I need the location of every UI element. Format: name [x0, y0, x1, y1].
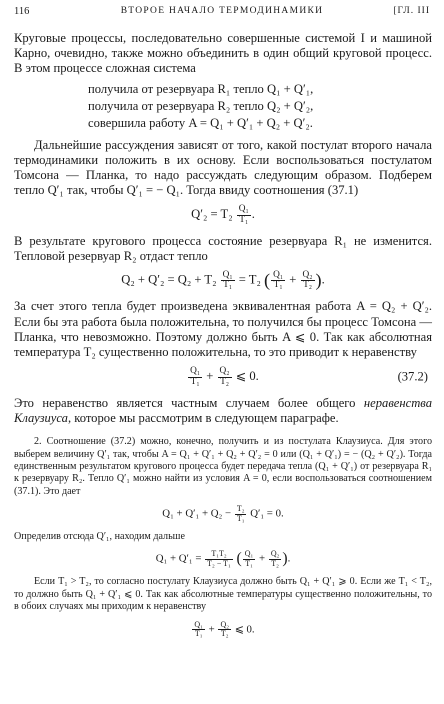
- p5-italic-term: неравенства Клаузиуса: [14, 395, 432, 425]
- eq4-numerator: T₂: [236, 504, 245, 514]
- p5-text-after: , которое мы рассмотрим в следующем параграфе.: [67, 410, 339, 425]
- eq2-open-paren: (: [264, 270, 271, 291]
- result-list: [88, 81, 432, 132]
- paragraph-6: 2. Соотношение (37.2) можно, конечно, получить и из постулата Клаузиуса. Для этого выберем величину Q′₁ так, чтобы A = Q₁ + Q′₁ + Q₂ + Q′₂ = 0 или (Q₁ + Q′₁) = − (Q₂ + Q′₂). Тогда единственным результатом кругового процесса будет передача тепла (Q₁ + Q′₁) от резервуара R₁ к резервуару R₂. Тепло Q′₁ можно найти из условия A = 0, если воспользоваться соотношением (37.1). Это дает: [14, 436, 432, 497]
- eq5-tail: .: [287, 552, 291, 565]
- equation-37-2: [14, 367, 432, 388]
- equation-work-zero: [14, 505, 432, 523]
- eq1-tail: .: [251, 207, 255, 222]
- eq5-part-a: Q₁ + Q′₁ =: [155, 552, 202, 565]
- eq5-open-paren: (: [236, 550, 242, 568]
- paragraph-1: Круговые процессы, последовательно совершенные системой I и машиной Карно, очевидно, также можно объединить в один общий круговой процесс. В этом процессе сложная система: [14, 31, 432, 76]
- eq5-fraction-1: [243, 550, 256, 568]
- eq5-fraction-2: [269, 550, 282, 568]
- eq5-fraction-main: [205, 550, 233, 568]
- eq3-fraction-2: [218, 367, 232, 388]
- eq4-part-a: Q₁ + Q′₁ + Q₂ −: [162, 507, 232, 520]
- eq2-part-a: Q₂ + Q′₂ = Q₂ + T₂: [121, 272, 217, 287]
- eq2-tail: .: [321, 272, 325, 287]
- paragraph-8: Если T₁ > T₂, то согласно постулату Клаузиуса должно быть Q₁ + Q′₁ ⩾ 0. Если же T₁ < T₂, то должно быть Q₁ + Q′₁ ⩽ 0. Так как абсолютные температуры существенно положительны, то в обоих случаях мы приходим к неравенству: [14, 576, 432, 613]
- eq2-f1-numerator: Q₁: [222, 269, 233, 280]
- eq2-f2-denominator: T₁: [273, 280, 283, 291]
- eq5-close-paren: ): [282, 550, 288, 568]
- eq5-f1-denominator: T₁: [245, 558, 253, 568]
- eq2-f1-denominator: T₁: [223, 280, 233, 291]
- eq6-f2-denominator: T₂: [220, 628, 229, 638]
- running-title: ВТОРОЕ НАЧАЛО ТЕРМОДИНАМИКИ: [120, 6, 324, 16]
- equation-q2-prime: [14, 205, 432, 226]
- eq5-f2-denominator: T₂: [271, 558, 279, 568]
- eq1-lhs: Q′₂ = T₂: [191, 207, 233, 222]
- paragraph-4: За счет этого тепла будет произведена эквивалентная работа A = Q₂ + Q′₂. Если бы эта работа была положительна, то получился бы процесс Томсона — Планка, что невозможно. Поэтому должно быть A ⩽ 0. Так как абсолютная температура T₂ существенно положительна, то это приводит к неравенству: [14, 299, 432, 359]
- eq6-fraction-2: [218, 621, 231, 639]
- eq3-f2-denominator: T₂: [220, 376, 229, 387]
- page-number: 116: [14, 6, 30, 17]
- eq6-f1-numerator: Q₁: [194, 619, 203, 629]
- eq3-plus: +: [206, 369, 214, 384]
- chapter-label: [ГЛ. III: [393, 6, 430, 16]
- eq3-f1-denominator: T₁: [190, 376, 200, 387]
- paragraph-2: Дальнейшие рассуждения зависят от того, какой постулат второго начала термодинамики положить в их основу. Если воспользоваться постулатом Томсона — Планка, то надо рассуждать следующим образом. Подберем тепло Q′₁ так, чтобы Q′₁ = − Q₁. Тогда ввиду соотношения (37.1): [14, 137, 432, 198]
- eq6-plus: +: [208, 622, 215, 635]
- eq2-f3-denominator: T₂: [303, 280, 312, 291]
- eq5-plus: +: [259, 552, 266, 565]
- eq2-fraction-2: [271, 271, 285, 292]
- equation-number: (37.2): [397, 369, 428, 384]
- eq2-close-paren: ): [315, 270, 322, 291]
- p5-text-before: Это неравенство является частным случаем более общего: [14, 395, 364, 410]
- eq3-fraction-1: [188, 367, 202, 388]
- equation-heat-transfer: [14, 550, 432, 568]
- eq6-relation: ⩽ 0.: [234, 622, 255, 635]
- eq1-denominator: T₁: [239, 215, 249, 226]
- list-item-1: получила от резервуара R₁ тепло Q₁ + Q′₁,: [88, 81, 314, 96]
- eq3-f2-numerator: Q₂: [219, 366, 230, 377]
- eq1-fraction: [237, 205, 251, 226]
- paragraph-7: Определив отсюда Q′₁, находим дальше: [14, 530, 185, 542]
- eq3-relation: ⩽ 0.: [235, 369, 259, 384]
- eq1-numerator: Q₁: [238, 204, 249, 215]
- eq4-denominator: T₁: [236, 513, 245, 523]
- eq5-denominator: T₂ − T₁: [207, 558, 231, 568]
- eq2-part-b: = T₂: [238, 272, 261, 287]
- eq6-fraction-1: [192, 621, 205, 639]
- eq2-fraction-1: [221, 271, 235, 292]
- eq2-f2-numerator: Q₁: [273, 269, 284, 280]
- paragraph-5: [14, 396, 432, 426]
- equation-final-inequality: [14, 621, 432, 639]
- eq4-fraction: [235, 505, 247, 523]
- eq2-f3-numerator: Q₂: [302, 269, 313, 280]
- running-header: [14, 6, 430, 22]
- eq2-plus: +: [289, 272, 297, 287]
- list-item-3: совершила работу A = Q₁ + Q′₁ + Q₂ + Q′₂.: [88, 115, 313, 130]
- equation-heat-released: [14, 270, 432, 291]
- list-item-2: получила от резервуара R₂ тепло Q₂ + Q′₂,: [88, 98, 314, 113]
- page-body: [14, 31, 432, 638]
- eq5-f2-numerator: Q₂: [270, 549, 280, 559]
- eq6-f2-numerator: Q₂: [220, 619, 230, 629]
- paragraph-3: В результате кругового процесса состояние резервуара R₁ не изменится. Тепловой резервуар R₂ отдаст тепло: [14, 233, 432, 264]
- eq5-f1-numerator: Q₁: [244, 549, 254, 559]
- eq3-f1-numerator: Q₁: [190, 366, 201, 377]
- eq2-fraction-3: [301, 271, 315, 292]
- eq6-f1-denominator: T₁: [194, 628, 203, 638]
- eq5-numerator: T₁T₂: [205, 550, 233, 559]
- eq4-part-b: Q′₁ = 0.: [250, 507, 284, 520]
